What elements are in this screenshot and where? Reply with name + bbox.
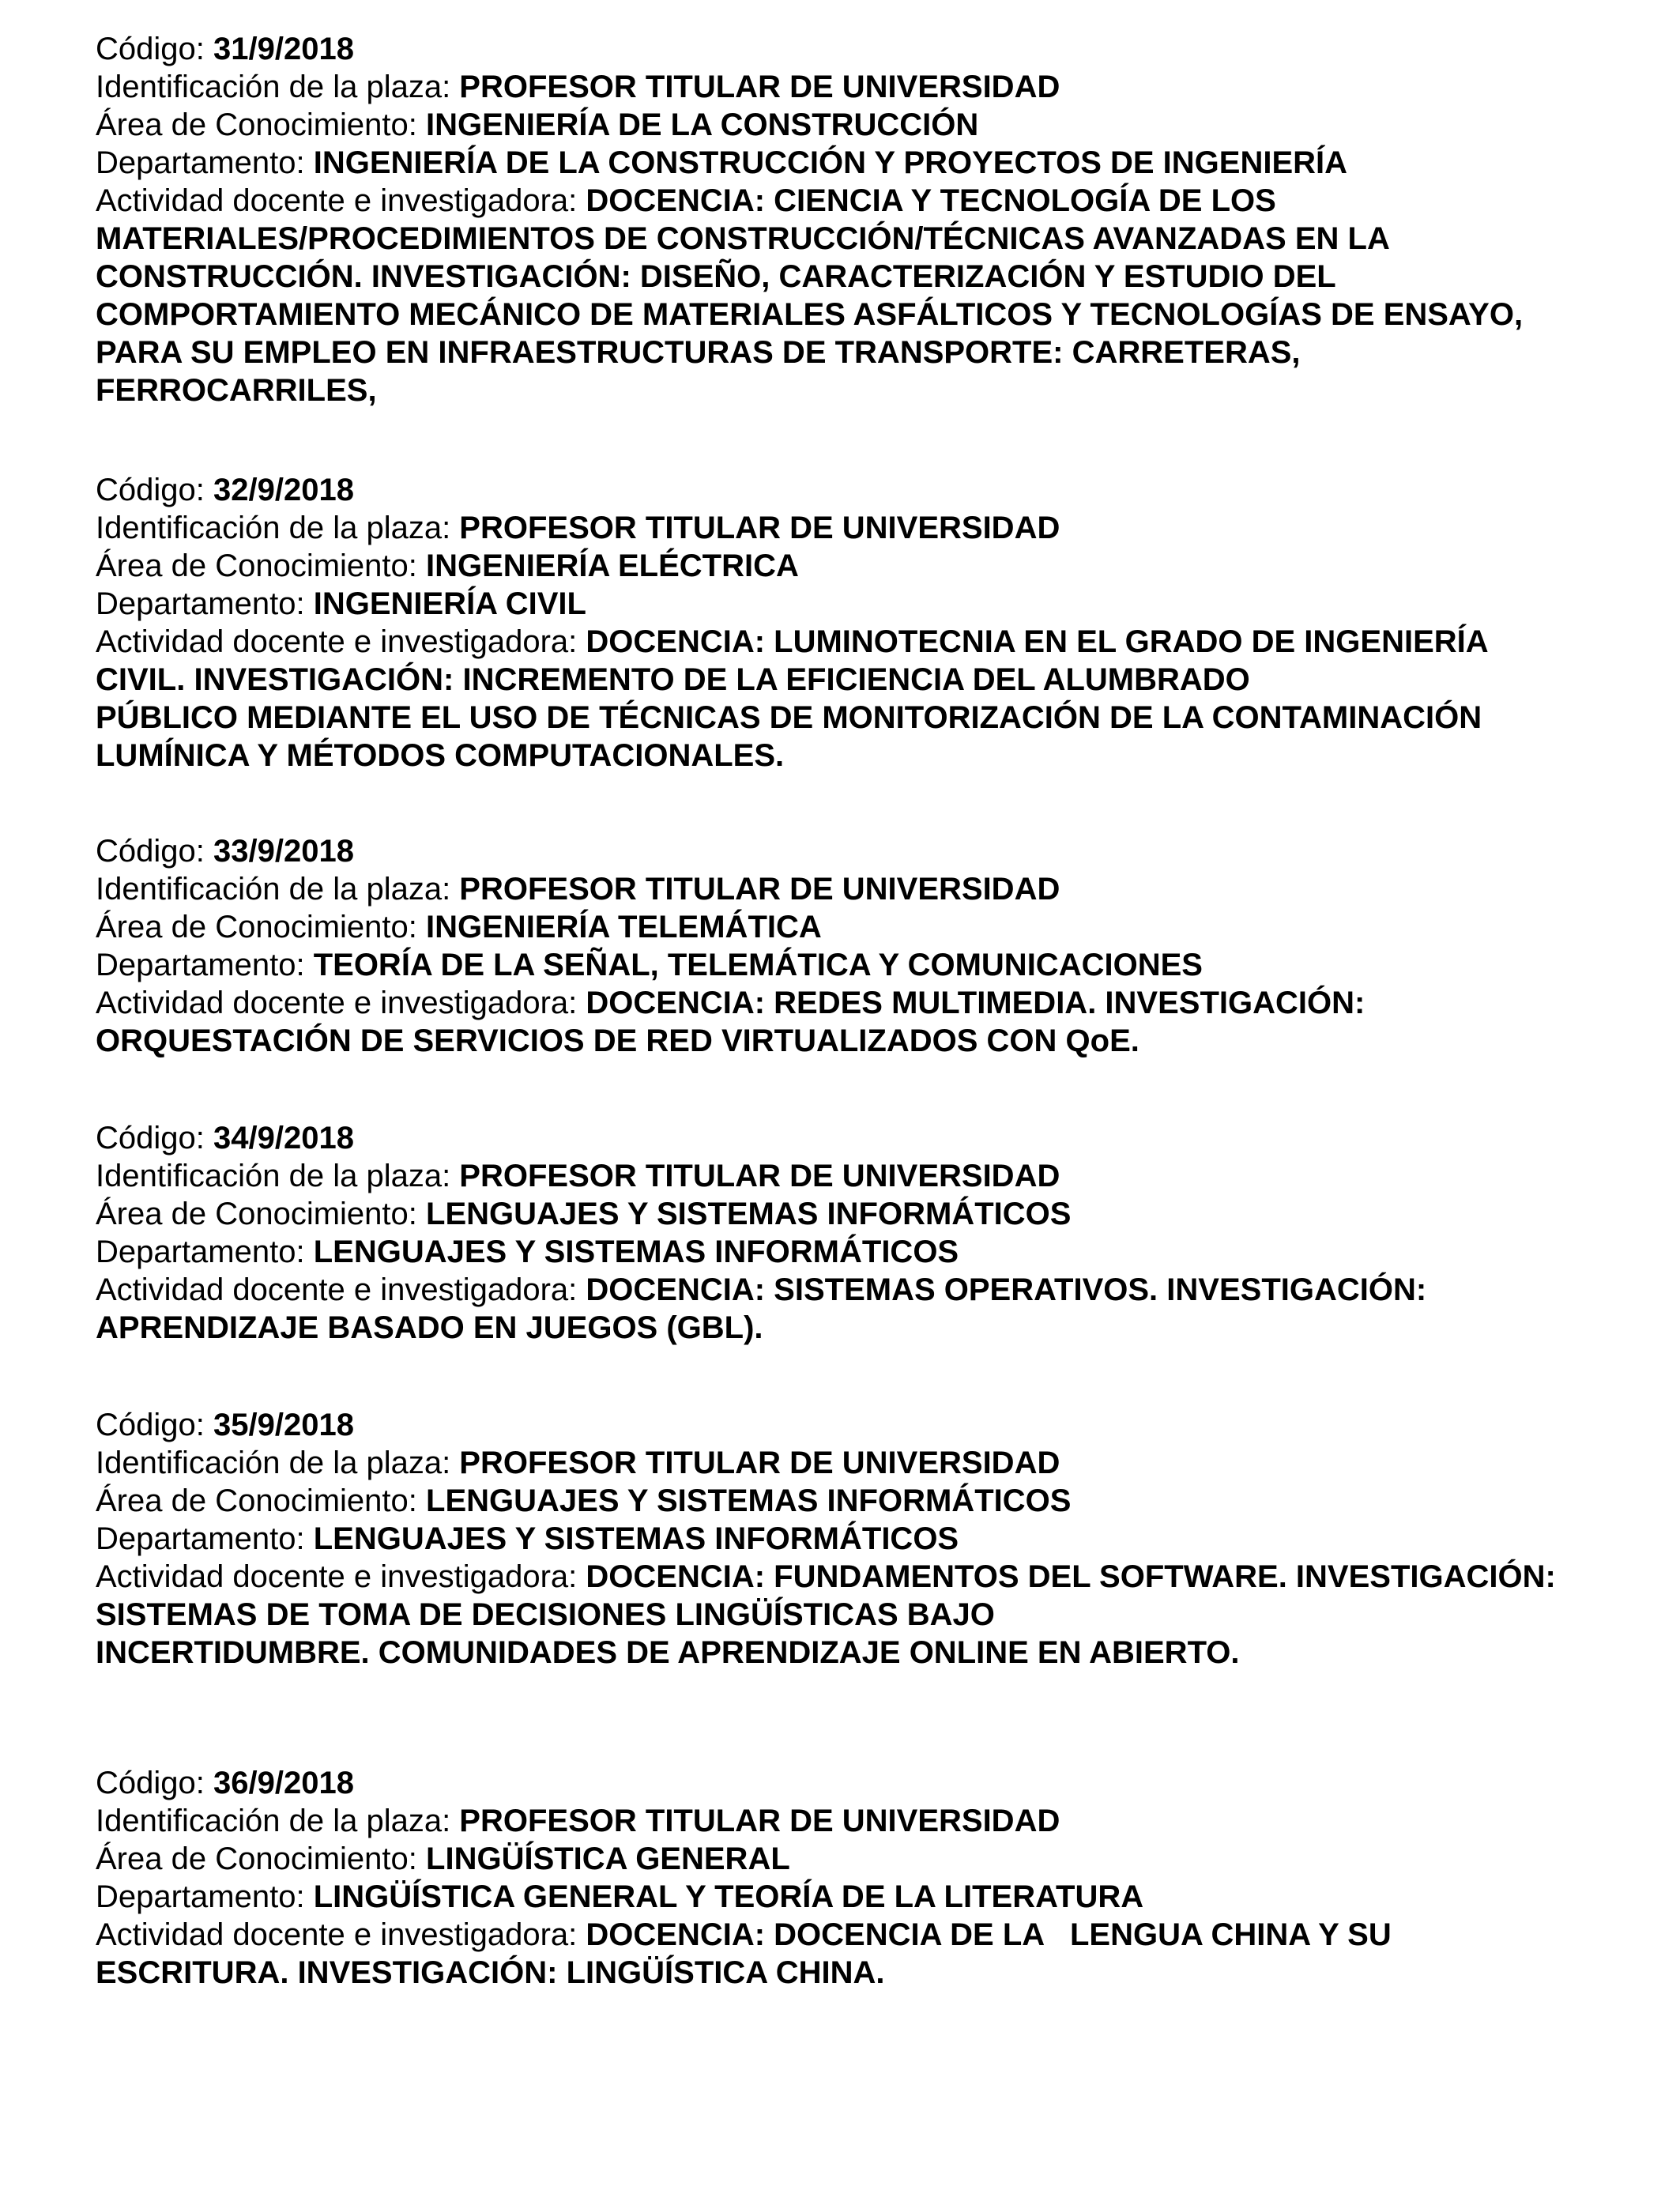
- area-line: [96, 1195, 1426, 1233]
- codigo-label: Código:: [96, 1408, 213, 1442]
- actividad-label: Actividad docente e investigadora:: [96, 1272, 586, 1307]
- area-line: [96, 1482, 1556, 1520]
- departamento-value: TEORÍA DE LA SEÑAL, TELEMÁTICA Y COMUNICACIONES: [313, 948, 1203, 982]
- departamento-line: [96, 144, 1523, 182]
- actividad-line: [96, 220, 1523, 258]
- plaza-label: Identificación de la plaza:: [96, 511, 460, 545]
- departamento-line: [96, 1878, 1392, 1916]
- departamento-value: LENGUAJES Y SISTEMAS INFORMÁTICOS: [313, 1235, 959, 1269]
- departamento-label: Departamento:: [96, 1235, 314, 1269]
- codigo-label: Código:: [96, 1121, 213, 1155]
- area-value: INGENIERÍA TELEMÁTICA: [426, 910, 822, 944]
- plaza-line: [96, 509, 1489, 547]
- plaza-entry: [96, 1406, 1556, 1672]
- area-value: LENGUAJES Y SISTEMAS INFORMÁTICOS: [426, 1197, 1072, 1231]
- plaza-value: PROFESOR TITULAR DE UNIVERSIDAD: [459, 511, 1060, 545]
- actividad-line: [96, 1271, 1426, 1309]
- plaza-label: Identificación de la plaza:: [96, 70, 460, 104]
- actividad-value: COMPORTAMIENTO MECÁNICO DE MATERIALES ASFÁLTICOS Y TECNOLOGÍAS DE ENSAYO,: [96, 297, 1524, 332]
- actividad-value: MATERIALES/PROCEDIMIENTOS DE CONSTRUCCIÓN/TÉCNICAS AVANZADAS EN LA: [96, 221, 1390, 256]
- codigo-line: [96, 1764, 1392, 1802]
- actividad-line: [96, 371, 1523, 409]
- actividad-line: [96, 699, 1489, 737]
- plaza-value: PROFESOR TITULAR DE UNIVERSIDAD: [459, 70, 1060, 104]
- actividad-line: [96, 258, 1523, 296]
- actividad-line: [96, 1916, 1392, 1954]
- plaza-value: PROFESOR TITULAR DE UNIVERSIDAD: [459, 1804, 1060, 1838]
- actividad-label: Actividad docente e investigadora:: [96, 183, 586, 218]
- actividad-value: INCERTIDUMBRE. COMUNIDADES DE APRENDIZAJE ONLINE EN ABIERTO.: [96, 1635, 1240, 1670]
- departamento-value: LINGÜÍSTICA GENERAL Y TEORÍA DE LA LITERATURA: [313, 1879, 1144, 1914]
- departamento-label: Departamento:: [96, 145, 314, 180]
- actividad-line: [96, 296, 1523, 334]
- area-value: INGENIERÍA ELÉCTRICA: [426, 548, 799, 583]
- departamento-label: Departamento:: [96, 1521, 314, 1556]
- departamento-label: Departamento:: [96, 586, 314, 621]
- plaza-line: [96, 1802, 1392, 1840]
- codigo-value: 32/9/2018: [213, 473, 354, 507]
- actividad-value: ORQUESTACIÓN DE SERVICIOS DE RED VIRTUALIZADOS CON QoE.: [96, 1023, 1139, 1058]
- actividad-line: [96, 334, 1523, 371]
- area-line: [96, 1840, 1392, 1878]
- departamento-line: [96, 1520, 1556, 1558]
- plaza-value: PROFESOR TITULAR DE UNIVERSIDAD: [459, 1159, 1060, 1193]
- departamento-value: LENGUAJES Y SISTEMAS INFORMÁTICOS: [313, 1521, 959, 1556]
- codigo-value: 31/9/2018: [213, 32, 354, 66]
- codigo-value: 34/9/2018: [213, 1121, 354, 1155]
- actividad-line: [96, 984, 1365, 1022]
- actividad-line: [96, 737, 1489, 775]
- actividad-value: DOCENCIA: LUMINOTECNIA EN EL GRADO DE INGENIERÍA: [586, 624, 1489, 659]
- actividad-value: LUMÍNICA Y MÉTODOS COMPUTACIONALES.: [96, 738, 785, 773]
- plaza-value: PROFESOR TITULAR DE UNIVERSIDAD: [459, 872, 1060, 907]
- plaza-label: Identificación de la plaza:: [96, 872, 460, 907]
- area-line: [96, 908, 1365, 946]
- actividad-value: FERROCARRILES,: [96, 373, 377, 408]
- area-label: Área de Conocimiento:: [96, 910, 427, 944]
- departamento-label: Departamento:: [96, 948, 314, 982]
- departamento-line: [96, 946, 1365, 984]
- area-label: Área de Conocimiento:: [96, 1197, 427, 1231]
- area-label: Área de Conocimiento:: [96, 1483, 427, 1518]
- plaza-value: PROFESOR TITULAR DE UNIVERSIDAD: [459, 1446, 1060, 1480]
- actividad-label: Actividad docente e investigadora:: [96, 1559, 586, 1594]
- codigo-line: [96, 1119, 1426, 1157]
- actividad-line: [96, 1022, 1365, 1060]
- departamento-label: Departamento:: [96, 1879, 314, 1914]
- plaza-line: [96, 1444, 1556, 1482]
- actividad-label: Actividad docente e investigadora:: [96, 624, 586, 659]
- actividad-value: APRENDIZAJE BASADO EN JUEGOS (GBL).: [96, 1310, 763, 1345]
- actividad-value: SISTEMAS DE TOMA DE DECISIONES LINGÜÍSTICAS BAJO: [96, 1597, 995, 1632]
- departamento-value: INGENIERÍA DE LA CONSTRUCCIÓN Y PROYECTOS DE INGENIERÍA: [313, 145, 1348, 180]
- plaza-entry: [96, 1119, 1426, 1347]
- actividad-value: DOCENCIA: DOCENCIA DE LA LENGUA CHINA Y SU: [586, 1917, 1392, 1952]
- area-value: LINGÜÍSTICA GENERAL: [426, 1842, 790, 1876]
- area-label: Área de Conocimiento:: [96, 107, 427, 142]
- actividad-line: [96, 1634, 1556, 1672]
- codigo-line: [96, 30, 1523, 68]
- actividad-line: [96, 1558, 1556, 1596]
- actividad-line: [96, 623, 1489, 661]
- actividad-value: DOCENCIA: CIENCIA Y TECNOLOGÍA DE LOS: [586, 183, 1276, 218]
- codigo-label: Código:: [96, 834, 213, 869]
- codigo-line: [96, 1406, 1556, 1444]
- plaza-line: [96, 870, 1365, 908]
- actividad-line: [96, 661, 1489, 699]
- codigo-line: [96, 832, 1365, 870]
- area-line: [96, 547, 1489, 585]
- actividad-line: [96, 1596, 1556, 1634]
- codigo-label: Código:: [96, 473, 213, 507]
- area-value: INGENIERÍA DE LA CONSTRUCCIÓN: [426, 107, 979, 142]
- actividad-value: CIVIL. INVESTIGACIÓN: INCREMENTO DE LA EFICIENCIA DEL ALUMBRADO: [96, 662, 1250, 697]
- codigo-value: 33/9/2018: [213, 834, 354, 869]
- actividad-value: DOCENCIA: SISTEMAS OPERATIVOS. INVESTIGACIÓN:: [586, 1272, 1427, 1307]
- codigo-line: [96, 471, 1489, 509]
- actividad-value: PÚBLICO MEDIANTE EL USO DE TÉCNICAS DE MONITORIZACIÓN DE LA CONTAMINACIÓN: [96, 700, 1482, 735]
- departamento-line: [96, 585, 1489, 623]
- plaza-entry: [96, 30, 1523, 409]
- actividad-value: PARA SU EMPLEO EN INFRAESTRUCTURAS DE TRANSPORTE: CARRETERAS,: [96, 335, 1301, 370]
- area-label: Área de Conocimiento:: [96, 548, 427, 583]
- actividad-line: [96, 182, 1523, 220]
- plaza-entry: [96, 1764, 1392, 1992]
- departamento-value: INGENIERÍA CIVIL: [313, 586, 586, 621]
- actividad-label: Actividad docente e investigadora:: [96, 986, 586, 1020]
- departamento-line: [96, 1233, 1426, 1271]
- area-line: [96, 106, 1523, 144]
- plaza-entry: [96, 471, 1489, 775]
- codigo-value: 35/9/2018: [213, 1408, 354, 1442]
- plaza-line: [96, 1157, 1426, 1195]
- plaza-entry: [96, 832, 1365, 1060]
- actividad-value: CONSTRUCCIÓN. INVESTIGACIÓN: DISEÑO, CARACTERIZACIÓN Y ESTUDIO DEL: [96, 259, 1336, 294]
- codigo-label: Código:: [96, 32, 213, 66]
- plaza-label: Identificación de la plaza:: [96, 1804, 460, 1838]
- actividad-value: ESCRITURA. INVESTIGACIÓN: LINGÜÍSTICA CHINA.: [96, 1955, 885, 1990]
- actividad-line: [96, 1954, 1392, 1992]
- area-value: LENGUAJES Y SISTEMAS INFORMÁTICOS: [426, 1483, 1072, 1518]
- actividad-line: [96, 1309, 1426, 1347]
- codigo-label: Código:: [96, 1766, 213, 1800]
- actividad-value: DOCENCIA: REDES MULTIMEDIA. INVESTIGACIÓN:: [586, 986, 1365, 1020]
- codigo-value: 36/9/2018: [213, 1766, 354, 1800]
- plaza-label: Identificación de la plaza:: [96, 1446, 460, 1480]
- area-label: Área de Conocimiento:: [96, 1842, 427, 1876]
- plaza-label: Identificación de la plaza:: [96, 1159, 460, 1193]
- actividad-label: Actividad docente e investigadora:: [96, 1917, 586, 1952]
- plaza-line: [96, 68, 1523, 106]
- actividad-value: DOCENCIA: FUNDAMENTOS DEL SOFTWARE. INVESTIGACIÓN:: [586, 1559, 1556, 1594]
